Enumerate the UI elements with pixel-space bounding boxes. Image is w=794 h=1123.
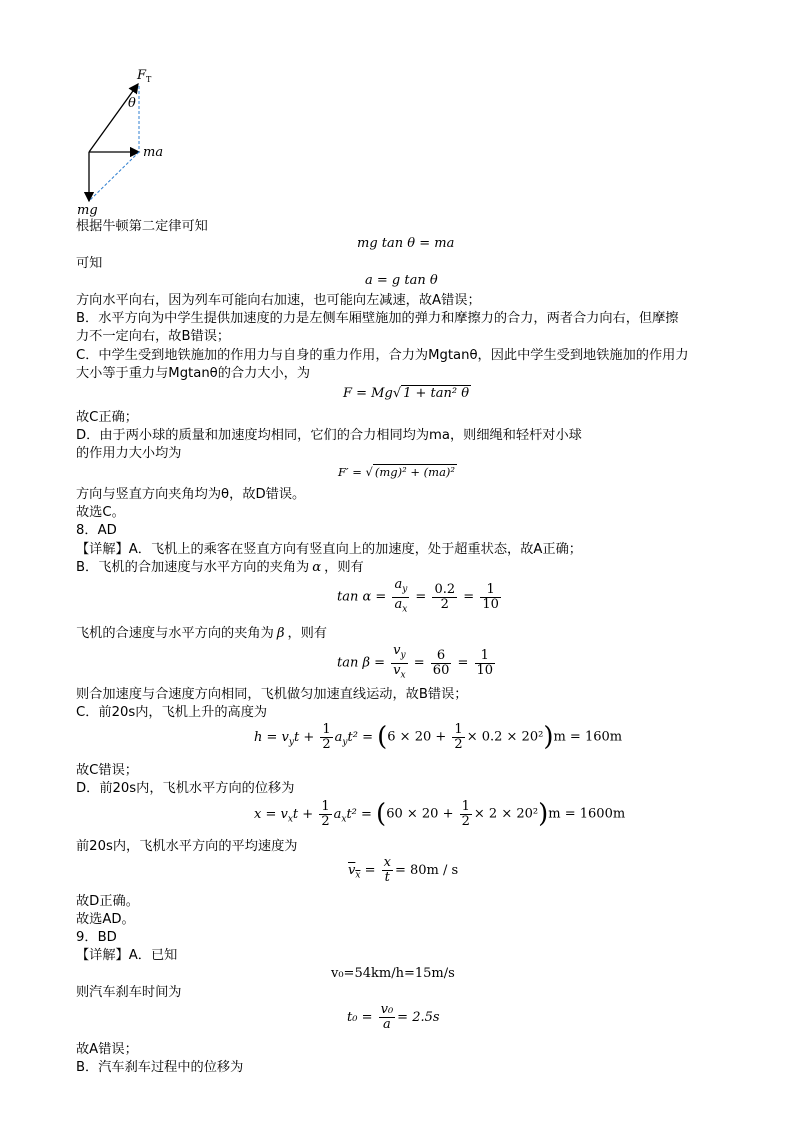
equation: $v_x$ = $\frac{x}{t}$ = 80m / s: [348, 855, 459, 885]
text-line: 则合加速度与合速度方向相同，飞机做匀加速直线运动，故B错误；: [76, 687, 468, 702]
force-diagram: [0, 0, 794, 230]
text-line: C．前20s内，飞机上升的高度为: [76, 705, 268, 720]
text-line: 【详解】A．飞机上的乘客在竖直方向有竖直向上的加速度，处于超重状态，故A正确；: [76, 542, 582, 557]
text-line: 故C错误；: [76, 763, 138, 778]
text-line: 力不一定向右，故B错误；: [76, 329, 231, 344]
text-line: 方向与竖直方向夹角均为θ，故D错误。: [76, 487, 306, 502]
text-line: B．水平方向为中学生提供加速度的力是左侧车厢壁施加的弹力和摩擦力的合力，两者合力向右，但摩擦: [76, 311, 679, 326]
equation: tan β = $\frac{v_y}{v_x}$ = $\frac{6}{60}$ = $\frac{1}{10}$: [337, 643, 494, 681]
text-line: 【详解】A．已知: [76, 948, 178, 963]
text-line: 可知: [76, 256, 103, 271]
text-line: 故选AD。: [76, 912, 135, 927]
text-line: 故C正确；: [76, 410, 138, 425]
text-line: 故D正确。: [76, 894, 139, 909]
text-line: C．中学生受到地铁施加的作用力与自身的重力作用，合力为Mgtanθ，因此中学生受到地铁施加的作用力: [76, 348, 689, 363]
text-line: 方向水平向右，因为列车可能向右加速，也可能向左减速，故A错误；: [76, 293, 481, 308]
text-line: 前20s内，飞机水平方向的平均速度为: [76, 839, 298, 854]
label-theta: θ: [128, 96, 136, 111]
equation: F = Mg√ 1 + tan² θ: [343, 386, 470, 401]
text-line: 故选C。: [76, 505, 125, 520]
text-line: B．飞机的合加速度与水平方向的夹角为 α ，则有: [76, 560, 364, 575]
text-line: 9．BD: [76, 930, 117, 945]
text-line: 8．AD: [76, 523, 117, 538]
equation: a = g tan θ: [365, 273, 438, 288]
text-line: 故A错误；: [76, 1042, 138, 1057]
equation: F′ = √ (mg)² + (ma)²: [338, 465, 456, 479]
equation: tan α = $\frac{a_y}{a_x}$ = $\frac{0.2}{2}$ = $\frac{1}{10}$: [337, 577, 499, 615]
text-line: 大小等于重力与Mgtanθ的合力大小，为: [76, 366, 311, 381]
equation: mg tan θ = ma: [357, 236, 455, 251]
text-line: 则汽车刹车时间为: [76, 985, 182, 1000]
text-line: D．前20s内，飞机水平方向的位移为: [76, 781, 295, 796]
text-line: B．汽车刹车过程中的位移为: [76, 1060, 244, 1075]
equation: $x = v_xt$ + $\frac{1}{2}$ $a_xt^2 = (60 \times 20$ + $\frac{1}{2}$ × 2 × 20²)m = 1600m: [254, 798, 626, 829]
text-line: 的作用力大小均为: [76, 446, 182, 461]
label-mg: mg: [77, 203, 98, 218]
text-line: 飞机的合速度与水平方向的夹角为 β ，则有: [76, 626, 327, 641]
label-ft: $F_T$: [137, 68, 152, 84]
equation: v₀=54km/h=15m/s: [331, 966, 455, 981]
equation: $h = v_yt$ + $\frac{1}{2}$ $a_yt^2 = (6 \times 20$ + $\frac{1}{2}$ × 0.2 × 20²)m = 160m: [254, 721, 623, 752]
ft-vector: [89, 84, 138, 152]
text-line: 根据牛顿第二定律可知: [76, 219, 208, 234]
equation: t₀ = $\frac{\text{v₀}}{a}$ = 2.5s: [347, 1002, 440, 1032]
text-line: D．由于两小球的质量和加速度均相同，它们的合力相同均为ma，则细绳和轻杆对小球: [76, 428, 582, 443]
label-ma: ma: [143, 145, 164, 160]
dashed-diagonal: [89, 152, 139, 201]
